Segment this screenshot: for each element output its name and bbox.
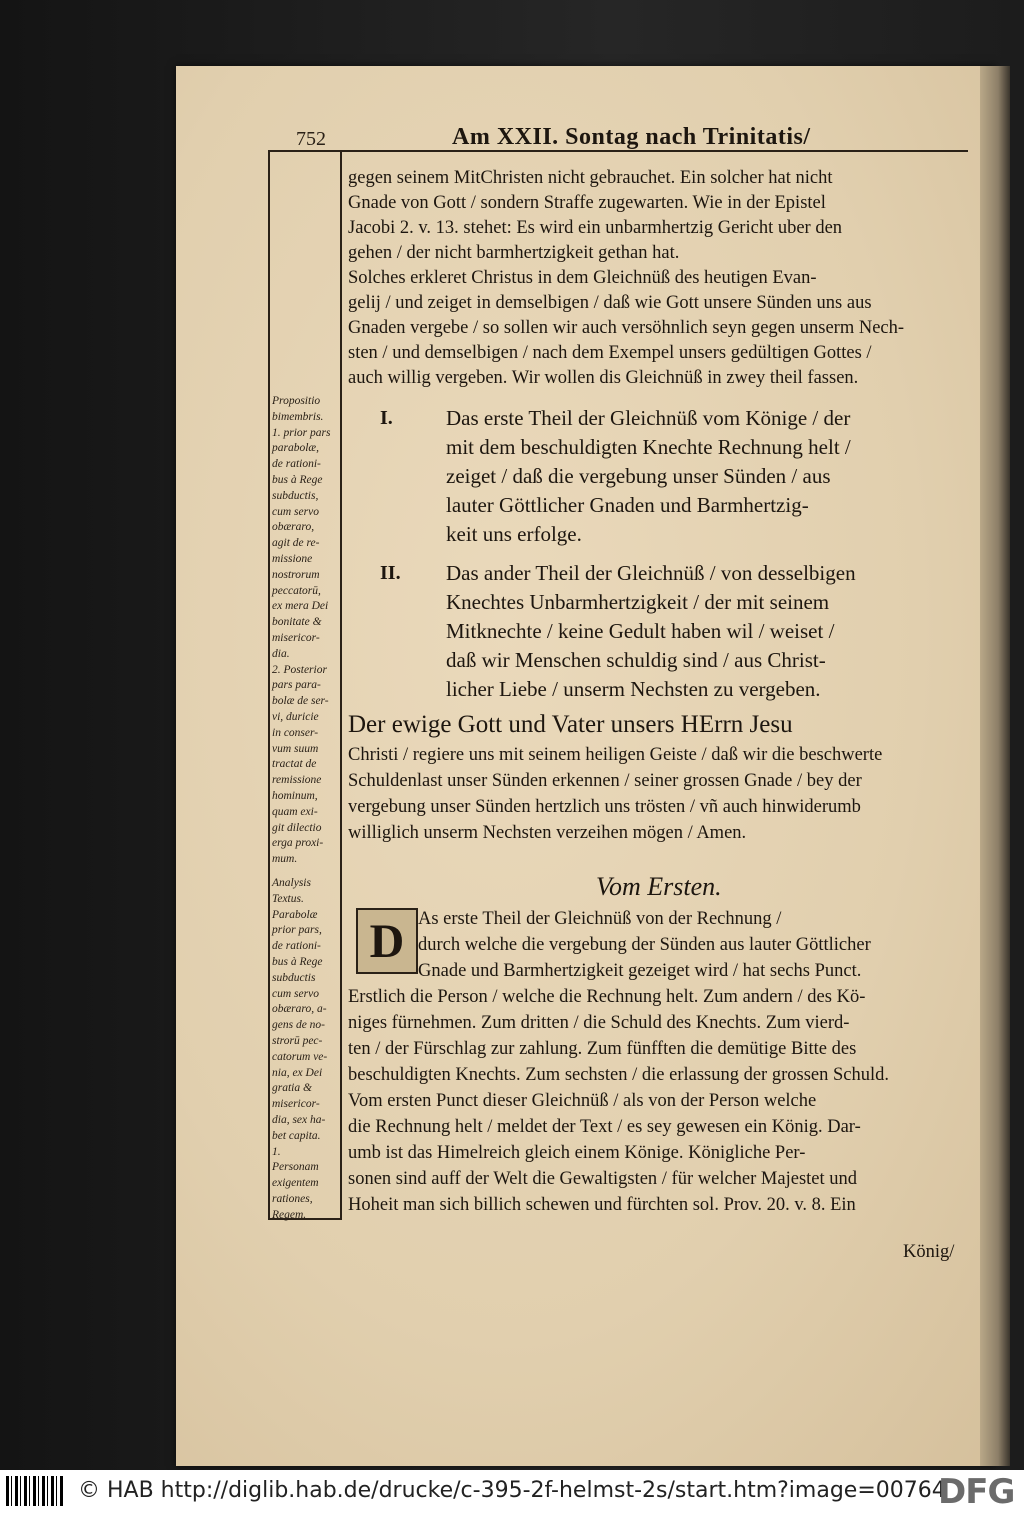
first-part-line: Vom ersten Punct dieser Gleichnüß / als von der Person welche	[348, 1091, 817, 1111]
sidenote-line: subductis,	[272, 489, 319, 502]
sidenote-line: in conser-	[272, 726, 319, 739]
page-edge	[980, 66, 1010, 1466]
sidenote-line: misericor-	[272, 1098, 320, 1111]
numbered-item	[348, 404, 973, 549]
roman-numeral: II.	[380, 562, 401, 584]
running-head: Am XXII. Sontag nach Trinitatis/	[452, 124, 811, 150]
sidenote-line: bimembris.	[272, 410, 324, 423]
sidenote-line: tractat de	[272, 758, 317, 771]
sidenote-line: Personam	[272, 1161, 319, 1174]
numbered-line: Knechtes Unbarmhertzigkeit / der mit seinem	[446, 590, 830, 614]
sidenote-line: bonitate &	[272, 616, 322, 629]
sidenote-propositio	[272, 394, 340, 868]
sidenote-line: peccatorū,	[272, 584, 321, 597]
sidenote-line: missione	[272, 552, 313, 565]
sidenote-line: pars para-	[272, 679, 321, 692]
sidenote-line: vum suum	[272, 742, 319, 755]
body-line: Gnaden vergebe / so sollen wir auch versöhnlich seyn gegen unserm Nech-	[348, 318, 905, 338]
sidenote-line: dia, sex ha-	[272, 1113, 326, 1126]
first-part-text	[348, 906, 973, 1218]
sidenote-line: cum servo	[272, 505, 319, 518]
margin-rule-left	[268, 152, 270, 1220]
sidenote-line: Analysis	[272, 877, 311, 889]
body-text	[348, 166, 973, 391]
prayer-lead: Der ewige Gott und Vater unsers HErrn Jesu	[348, 711, 793, 738]
body-line: Jacobi 2. v. 13. stehet: Es wird ein unbarmhertzig Gericht uber den	[348, 218, 843, 238]
first-part-line: sonen sind auff der Welt die Gewaltigsten / für welcher Majestet und	[348, 1169, 858, 1189]
numbered-list	[348, 404, 973, 714]
sidenote-line: Regem.	[272, 1208, 307, 1221]
body-line: Gnade von Gott / sondern Straffe zugewarten. Wie in der Epistel	[348, 193, 826, 213]
dfg-logo: DFG	[938, 1472, 1015, 1512]
margin-rule-right	[340, 152, 342, 1220]
sidenote-line: obæraro, a-	[272, 1003, 327, 1016]
numbered-item-text	[446, 404, 973, 549]
first-part-line: die Rechnung helt / meldet der Text / es sey gewesen ein König. Dar-	[348, 1117, 861, 1137]
first-part-line: ten / der Fürschlag zur zahlung. Zum fünfften die demütige Bitte des	[348, 1039, 857, 1059]
roman-numeral: I.	[380, 407, 393, 429]
first-part-line: Hoheit man sich billich schewen und fürchten sol. Prov. 20. v. 8. Ein	[348, 1195, 856, 1215]
sidenote-line: 2. Posterior	[272, 663, 327, 676]
catchword: König/	[903, 1242, 955, 1262]
numbered-line: Das ander Theil der Gleichnüß / von desselbigen	[446, 561, 856, 585]
sidenote-line: gratia &	[272, 1082, 312, 1095]
sidenote-line: bus à Rege	[272, 955, 323, 968]
sidenote-line: Textus.	[272, 892, 304, 905]
numbered-line: licher Liebe / unserm Nechsten zu vergeben.	[446, 677, 821, 701]
prayer-line: vergebung unser Sünden hertzlich uns trösten / vñ auch hinwiderumb	[348, 797, 861, 817]
sidenote-line: catorum ve-	[272, 1050, 328, 1063]
body-line: Solches erkleret Christus in dem Gleichnüß des heutigen Evan-	[348, 268, 817, 288]
numbered-line: keit uns erfolge.	[446, 522, 582, 546]
first-part-line: durch welche die vergebung der Sünden aus lauter Göttlicher	[418, 935, 871, 955]
footer-bar	[0, 1470, 1024, 1513]
sidenote-line: Propositio	[272, 395, 321, 407]
numbered-line: Mitknechte / keine Gedult haben wil / weiset /	[446, 619, 835, 643]
section-heading: Vom Ersten.	[596, 872, 722, 901]
sidenote-line: nostrorum	[272, 568, 320, 581]
sidenote-line: bus à Rege	[272, 473, 323, 486]
sidenote-line: dia.	[272, 647, 290, 660]
sidenote-line: mum.	[272, 853, 298, 866]
numbered-line: daß wir Menschen schuldig sind / aus Christ-	[446, 648, 826, 672]
prayer-line: williglich unserm Nechsten verzeihen mögen / Amen.	[348, 823, 747, 843]
numbered-line: mit dem beschuldigten Knechte Rechnung helt /	[446, 435, 851, 459]
sidenote-line: strorū pec-	[272, 1034, 323, 1047]
sidenote-analysis	[272, 876, 340, 1224]
sidenote-line: de rationi-	[272, 458, 321, 471]
sidenote-line: agit de re-	[272, 537, 320, 550]
sidenote-line: rationes,	[272, 1192, 313, 1205]
numbered-line: lauter Göttlicher Gnaden und Barmhertzig-	[446, 493, 809, 517]
sidenote-line: hominum,	[272, 789, 318, 802]
first-part-line: Gnade und Barmhertzigkeit gezeiget wird / hat sechs Punct.	[418, 961, 862, 981]
body-line: gehen / der nicht barmhertzigkeit gethan hat.	[348, 243, 680, 263]
sidenote-line: gens de no-	[272, 1019, 326, 1032]
body-line: gelij / und zeiget in demselbigen / daß wie Gott unsere Sünden uns aus	[348, 293, 872, 313]
sidenote-line: subductis	[272, 971, 316, 984]
sidenote-line: remissione	[272, 774, 322, 787]
sidenote-line: vi, duricie	[272, 710, 319, 723]
prayer-line: Christi / regiere uns mit seinem heiligen Geiste / daß wir die beschwerte	[348, 745, 883, 765]
first-part-line: Erstlich die Person / welche die Rechnung helt. Zum andern / des Kö-	[348, 987, 866, 1007]
page-number: 752	[296, 128, 326, 150]
body-line: auch willig vergeben. Wir wollen dis Gleichnüß in zwey theil fassen.	[348, 368, 859, 388]
sidenote-line: quam exi-	[272, 805, 318, 818]
first-part-line: beschuldigten Knechts. Zum sechsten / die erlassung der grossen Schuld.	[348, 1065, 890, 1085]
sidenote-line: exigentem	[272, 1177, 319, 1190]
sidenote-line: nia, ex Dei	[272, 1066, 323, 1079]
first-part-line: umb ist das Himelreich gleich einem Könige. Königliche Per-	[348, 1143, 806, 1163]
sidenote-line: obæraro,	[272, 521, 315, 534]
sidenote-line: erga proxi-	[272, 837, 324, 850]
header-rule	[268, 150, 968, 152]
numbered-line: Das erste Theil der Gleichnüß vom Könige / der	[446, 406, 851, 430]
sidenote-line: git dilectio	[272, 821, 322, 834]
sidenote-line: prior pars,	[272, 924, 322, 937]
first-part-line: As erste Theil der Gleichnüß von der Rechnung /	[418, 909, 782, 929]
numbered-item	[348, 559, 973, 704]
sidenote-line: Parabolæ	[272, 908, 318, 921]
sidenote-line: ex mera Dei	[272, 600, 329, 613]
sidenote-line: bet capita.	[272, 1129, 321, 1142]
numbered-line: zeiget / daß die vergebung unser Sünden / aus	[446, 464, 831, 488]
prayer-line: Schuldenlast unser Sünden erkennen / seiner grossen Gnade / bey der	[348, 771, 862, 791]
prayer-paragraph	[348, 708, 973, 846]
footer-url[interactable]: © HAB http://diglib.hab.de/drucke/c-395-2f-helmst-2s/start.htm?image=00764	[78, 1478, 946, 1503]
body-line: sten / und demselbigen / nach dem Exempel unsers gedültigen Gottes /	[348, 343, 872, 363]
dropcap-initial: D	[356, 908, 418, 974]
sidenote-line: 1. prior pars	[272, 426, 331, 439]
sidenote-line: cum servo	[272, 987, 319, 1000]
sidenote-line: parabolæ,	[272, 442, 319, 455]
first-part-line: niges fürnehmen. Zum dritten / die Schuld des Knechts. Zum vierd-	[348, 1013, 850, 1033]
sidenote-line: de rationi-	[272, 940, 321, 953]
sidenote-line: bolæ de ser-	[272, 695, 329, 708]
barcode-icon	[6, 1476, 64, 1506]
sidenote-line: 1.	[272, 1145, 281, 1158]
body-line: gegen seinem MitChristen nicht gebrauchet. Ein solcher hat nicht	[348, 168, 833, 188]
sidenote-line: misericor-	[272, 631, 320, 644]
numbered-item-text	[446, 559, 973, 704]
